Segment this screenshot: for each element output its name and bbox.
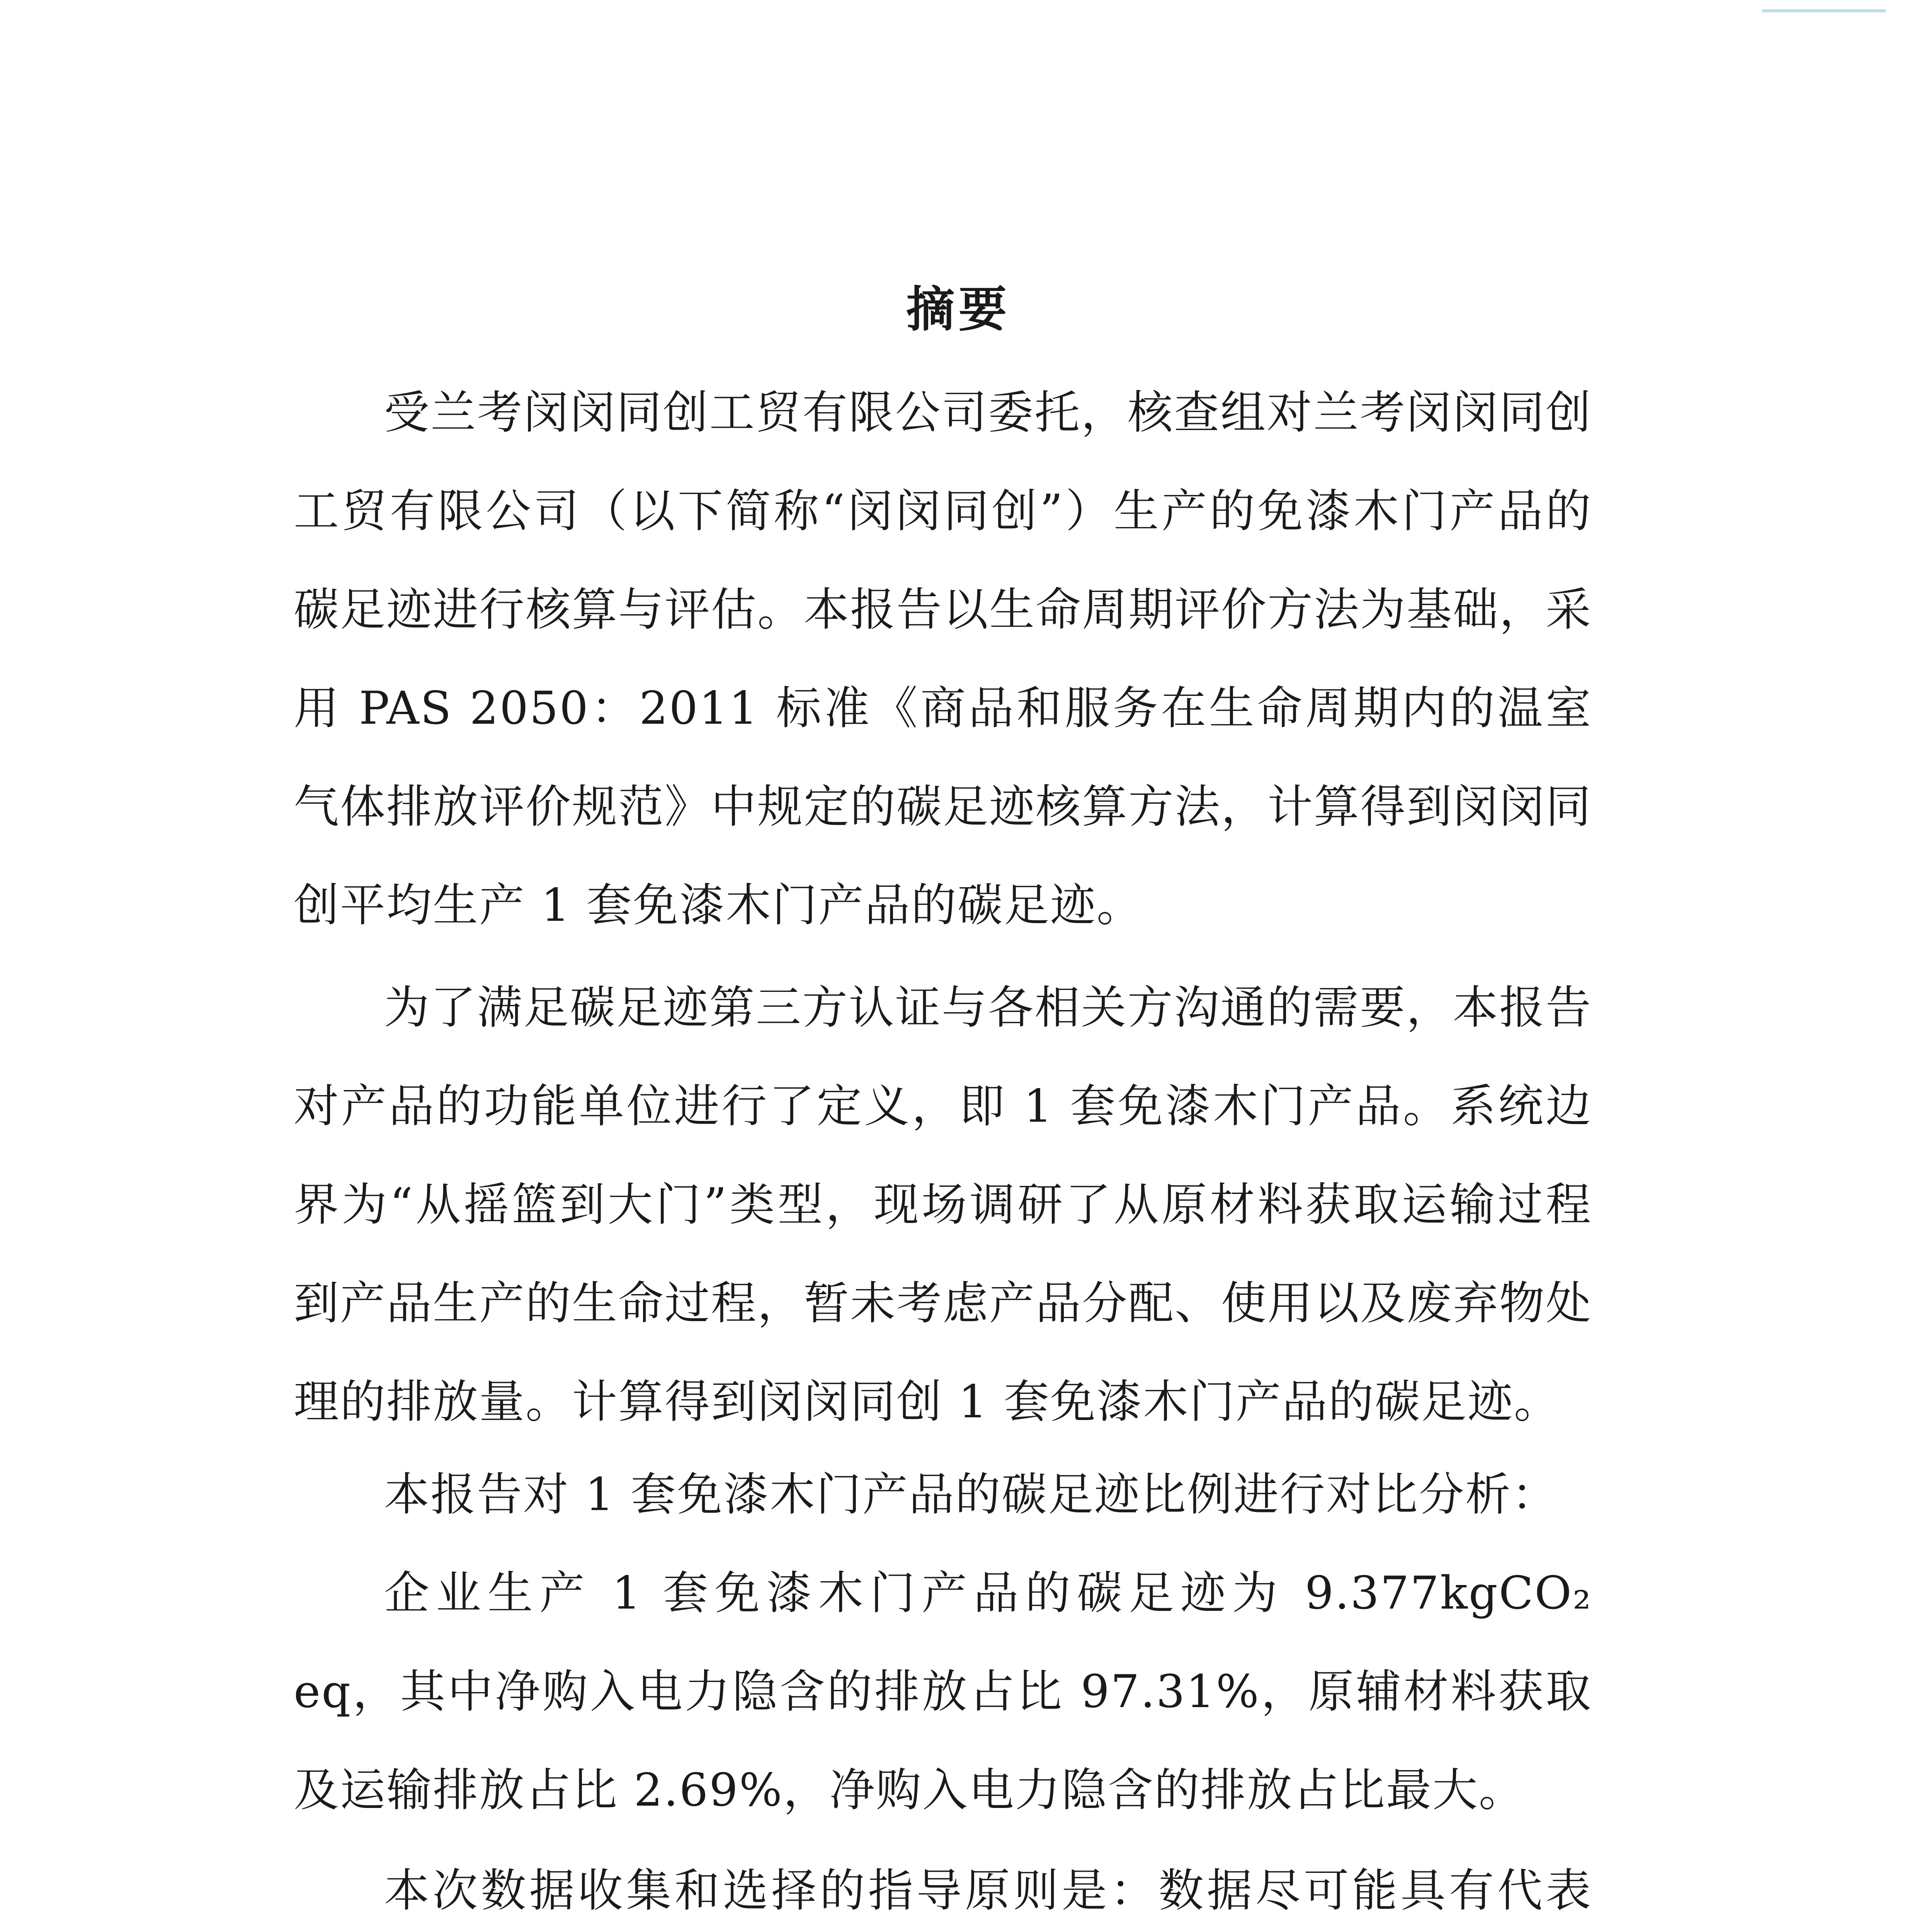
paragraph-result: 企业生产 1 套免漆木门产品的碳足迹为 9.377kgCO₂ eq，其中净购入电力隐含的排放占比 97.31%，原辅材料获取及运输排放占比 2.69%，净购入电力隐含的排放占比最大。 (294, 1566, 1592, 1816)
paragraph-functional-unit: 为了满足碳足迹第三方认证与各相关方沟通的需要，本报告对产品的功能单位进行了定义，即 1 套免漆木门产品。系统边界为“从摇篮到大门”类型，现场调研了从原材料获取运输过程到产品生产的生命过程，暂未考虑产品分配、使用以及废弃物处理的排放量。计算得到闵闵同创 1 套免漆木门产品的碳足迹。 (294, 981, 1592, 1428)
scan-edge-mark (1762, 9, 1886, 12)
paragraph-commission: 受兰考闵闵同创工贸有限公司委托，核查组对兰考闵闵同创工贸有限公司（以下简称“闵闵同创”）生产的免漆木门产品的碳足迹进行核算与评估。本报告以生命周期评价方法为基础，采用 PAS 2050：2011 标准《商品和服务在生命周期内的温室气体排放评价规范》中规定的碳足迹核算方法，计算得到闵闵同创平均生产 1 套免漆木门产品的碳足迹。 (294, 386, 1592, 932)
paragraph-analysis-intro: 本报告对 1 套免漆木门产品的碳足迹比例进行对比分析： (384, 1468, 1558, 1521)
paragraph-data-principles: 本次数据收集和选择的指导原则是：数据尽可能具有代表 (384, 1864, 1592, 1917)
page-title: 摘要 (906, 281, 1011, 338)
